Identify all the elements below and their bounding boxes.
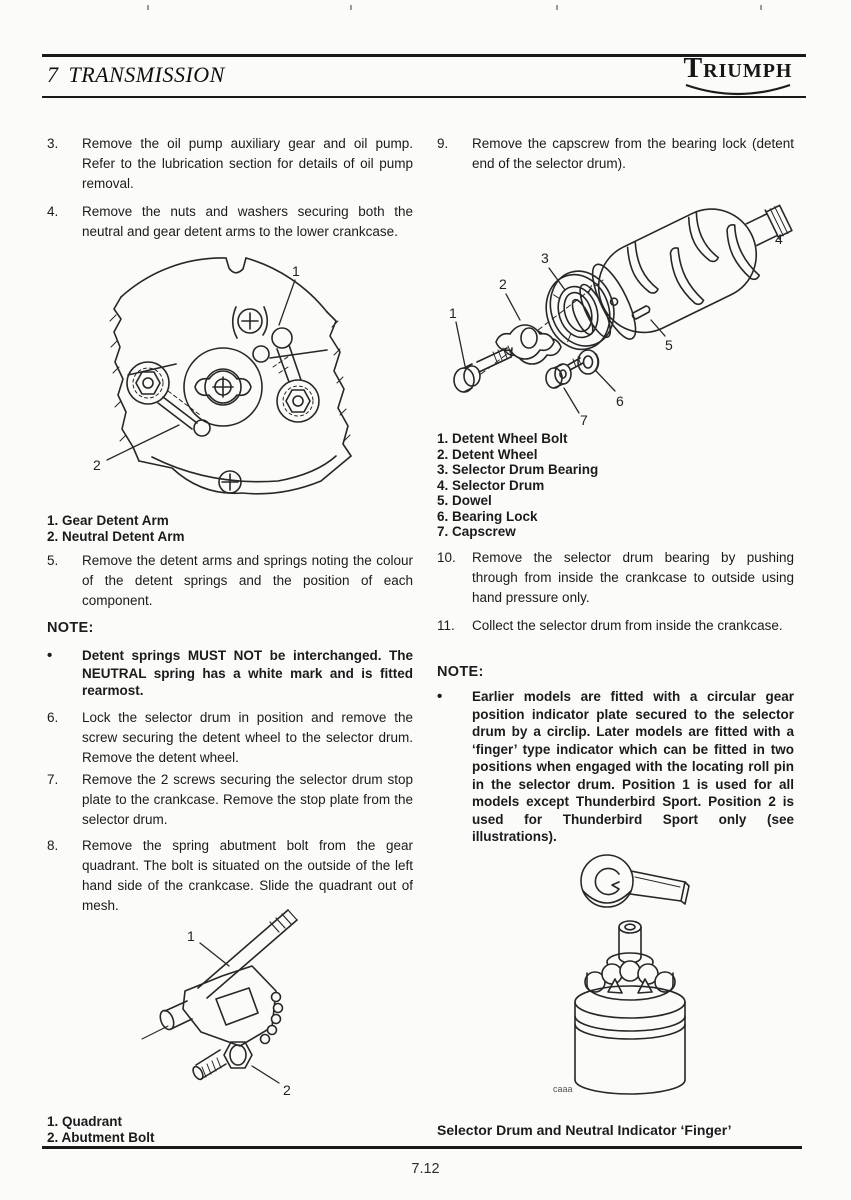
footer-rule xyxy=(42,1146,802,1149)
scan-artifact-tick xyxy=(760,5,762,10)
figure-neutral-finger xyxy=(545,845,760,1100)
step-6 xyxy=(47,708,413,768)
parts-list-item: 5. Dowel xyxy=(437,493,492,508)
step-text: Remove the selector drum bearing by pushing through from inside the crankcase to outside using hand pressure only. xyxy=(472,550,794,605)
step-text: Remove the nuts and washers securing both the neutral and gear detent arms to the lower crankcase. xyxy=(82,204,413,239)
step-text: Remove the 2 screws securing the selector drum stop plate to the crankcase. Remove the stop plate from the selector drum. xyxy=(82,772,413,827)
callout-2: 2 xyxy=(93,457,101,473)
step-text: Remove the capscrew from the bearing lock (detent end of the selector drum). xyxy=(472,136,794,171)
callout-6: 6 xyxy=(616,393,624,409)
figure1-caption-line: 2. Neutral Detent Arm xyxy=(47,529,185,544)
figure1-caption-line: 1. Gear Detent Arm xyxy=(47,513,169,528)
step-8 xyxy=(47,836,413,916)
step-number: 6. xyxy=(47,710,59,725)
figure3-caption-line: 2. Abutment Bolt xyxy=(47,1130,155,1145)
callout-7: 7 xyxy=(580,412,588,426)
step-text: Remove the detent arms and springs noting the colour of the detent springs and the position of each component. xyxy=(82,553,413,608)
step-3 xyxy=(47,134,413,194)
note-bullet xyxy=(47,647,413,700)
step-number: 9. xyxy=(437,136,449,151)
step-number: 11. xyxy=(437,618,455,633)
figure4-caption: Selector Drum and Neutral Indicator ‘Finger’ xyxy=(437,1122,732,1138)
step-9 xyxy=(437,134,794,174)
brand-wordmark: TRIUMPH xyxy=(683,53,793,84)
bullet-marker: • xyxy=(47,647,53,664)
step-text: Remove the spring abutment bolt from the gear quadrant. The bolt is situated on the outside of the left hand side of the crankcase. Slide the quadrant out of mesh. xyxy=(82,838,413,913)
note-text: Earlier models are fitted with a circular gear position indicator plate secured to the selector drum by a circlip. Later models are fitted with a ‘finger’ type indicator which can be fitted in two positions when engaged with the locating roll pin in the selector drum. Position 1 is used for all models except Thunderbird Sport. Position 2 is used for Thunderbird Sport only (see illustrations). xyxy=(472,689,794,844)
step-number: 7. xyxy=(47,772,59,787)
step-number: 5. xyxy=(47,553,59,568)
step-11 xyxy=(437,616,794,636)
chapter-number: 7 xyxy=(47,62,59,87)
note-text: Detent springs MUST NOT be interchanged. The NEUTRAL spring has a white mark and is fitted rearmost. xyxy=(82,648,413,698)
parts-list-item: 3. Selector Drum Bearing xyxy=(437,462,599,477)
parts-list-item: 2. Detent Wheel xyxy=(437,446,538,462)
scan-artifact-tick xyxy=(147,5,149,10)
step-text: Collect the selector drum from inside the crankcase. xyxy=(472,618,783,633)
chapter-title: TRANSMISSION xyxy=(68,62,225,87)
step-7 xyxy=(47,770,413,830)
figure-quadrant xyxy=(125,905,420,1105)
scan-artifact-tick xyxy=(350,5,352,10)
callout-3: 3 xyxy=(541,250,549,266)
callout-4: 4 xyxy=(775,231,783,247)
callout-2: 2 xyxy=(499,276,507,292)
parts-list-item: 4. Selector Drum xyxy=(437,477,545,493)
scan-artifact-tick xyxy=(556,5,558,10)
step-5 xyxy=(47,551,413,611)
callout-1: 1 xyxy=(449,305,457,321)
step-number: 4. xyxy=(47,204,59,219)
figure3-caption-line: 1. Quadrant xyxy=(47,1114,123,1129)
page-title xyxy=(47,62,225,88)
header-rule-bottom xyxy=(42,96,806,98)
bullet-marker: • xyxy=(437,688,443,705)
figure-selector-drum-exploded xyxy=(437,176,805,431)
callout-1: 1 xyxy=(187,928,195,944)
step-10 xyxy=(437,548,794,608)
step-number: 10. xyxy=(437,550,456,565)
parts-list-item: 6. Bearing Lock xyxy=(437,508,538,524)
step-text: Remove the oil pump auxiliary gear and oil pump. Refer to the lubrication section for details of oil pump removal. xyxy=(82,136,413,191)
figure-code: caaa xyxy=(553,1084,573,1094)
page-number: 7.12 xyxy=(411,1161,440,1177)
callout-1: 1 xyxy=(292,263,300,279)
note-heading: NOTE: xyxy=(437,664,484,680)
logo-swoosh xyxy=(672,83,804,97)
parts-list xyxy=(437,431,598,540)
note-bullet xyxy=(437,688,794,846)
figure-detent-arms xyxy=(80,255,410,510)
step-number: 3. xyxy=(47,136,59,151)
step-number: 8. xyxy=(47,838,59,853)
callout-2: 2 xyxy=(283,1082,291,1098)
parts-list-item: 1. Detent Wheel Bolt xyxy=(437,431,568,446)
note-heading: NOTE: xyxy=(47,620,94,636)
callout-5: 5 xyxy=(665,337,673,353)
step-4 xyxy=(47,202,413,242)
step-text: Lock the selector drum in position and remove the screw securing the detent wheel to the selector drum. Remove the detent wheel. xyxy=(82,710,413,765)
parts-list-item: 7. Capscrew xyxy=(437,524,516,539)
